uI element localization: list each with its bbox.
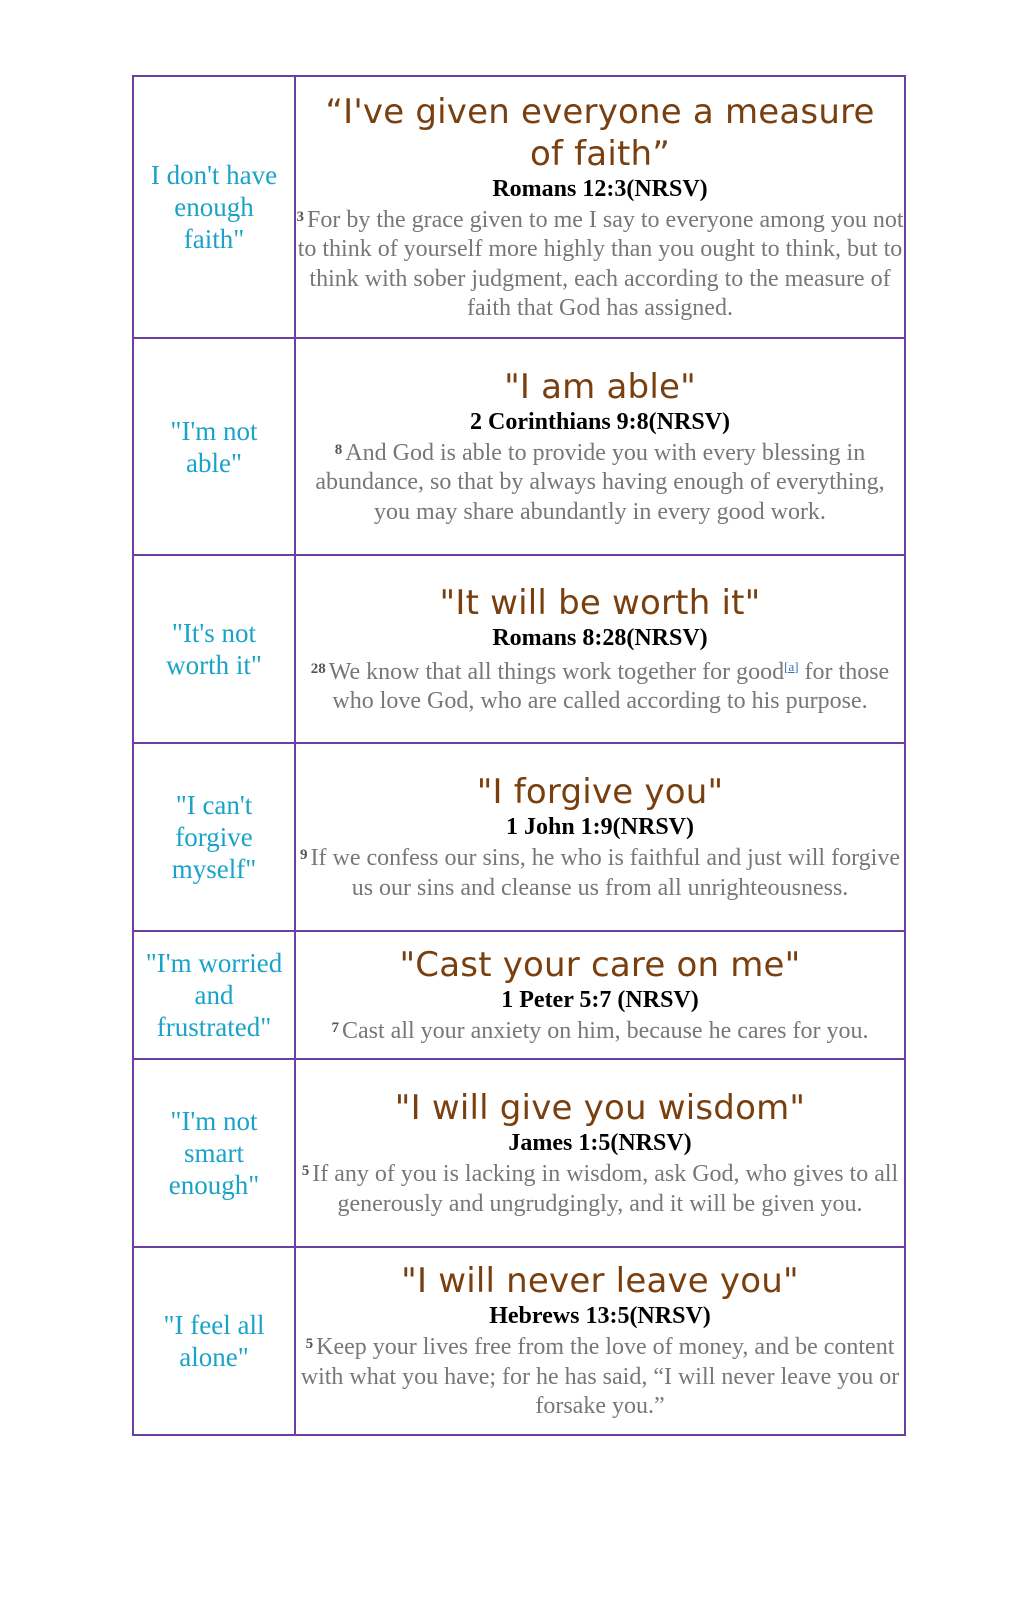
verse-number: 8 bbox=[334, 441, 343, 458]
promise-cell bbox=[295, 1059, 905, 1247]
verse-number: 5 bbox=[301, 1163, 310, 1179]
verse-text bbox=[296, 1014, 904, 1047]
verse-number: 9 bbox=[300, 847, 308, 863]
scripture-reference: James 1:5(NRSV) bbox=[508, 1130, 692, 1156]
promise-cell bbox=[295, 743, 905, 931]
verse-body: If any of you is lacking in wisdom, ask God, who gives to all generously and ungrudgingly, and it will be given you. bbox=[312, 1161, 899, 1217]
scripture-reference: Hebrews 13:5(NRSV) bbox=[489, 1303, 711, 1330]
promise-heading: "It will be worth it" bbox=[439, 582, 761, 623]
footnote-link[interactable]: [a] bbox=[784, 658, 799, 674]
verse-text bbox=[296, 203, 904, 324]
feeling-text: "I'm worried and frustrated" bbox=[145, 948, 283, 1042]
promise-heading: "Cast your care on me" bbox=[399, 944, 801, 985]
feeling-text: "I'm not able" bbox=[170, 415, 258, 478]
table-row bbox=[133, 1247, 905, 1435]
verse-text bbox=[296, 436, 904, 528]
feeling-text: "I'm not smart enough" bbox=[168, 1106, 260, 1200]
feeling-cell bbox=[133, 555, 295, 743]
verse-number: 28 bbox=[310, 660, 326, 677]
verse-text bbox=[296, 652, 904, 717]
verse-body-end: for those who love God, who are called according to his purpose. bbox=[332, 658, 890, 714]
table-row bbox=[133, 743, 905, 931]
verse-text bbox=[296, 1157, 904, 1219]
table-row bbox=[133, 76, 905, 338]
verse-body: If we confess our sins, he who is faithful and just will forgive us our sins and cleanse us from all unrighteousness. bbox=[310, 845, 900, 901]
scripture-reference: 2 Corinthians 9:8(NRSV) bbox=[469, 408, 730, 435]
promise-cell bbox=[295, 76, 905, 338]
scripture-reference: 1 John 1:9(NRSV) bbox=[505, 814, 694, 840]
feeling-cell bbox=[133, 1247, 295, 1435]
feeling-cell bbox=[133, 338, 295, 555]
feeling-cell bbox=[133, 743, 295, 931]
promise-heading: "I am able" bbox=[504, 366, 696, 407]
verse-body: And God is able to provide you with every blessing in abundance, so that by always having enough of everything, you may share abundantly in every good work. bbox=[315, 439, 885, 525]
feeling-text: I don't have enough faith" bbox=[150, 160, 278, 254]
promise-heading: "I will give you wisdom" bbox=[394, 1088, 806, 1128]
verse-number: 5 bbox=[305, 1336, 314, 1353]
verse-body: Cast all your anxiety on him, because he cares for you. bbox=[342, 1017, 869, 1044]
table-row bbox=[133, 338, 905, 555]
promise-heading: "I will never leave you" bbox=[401, 1261, 799, 1302]
feeling-cell bbox=[133, 76, 295, 338]
verse-body: Keep your lives free from the love of money, and be content with what you have; for he has said, “I will never leave you or forsake you.” bbox=[300, 1334, 900, 1420]
scripture-reference: Romans 12:3(NRSV) bbox=[492, 175, 708, 202]
verse-text bbox=[296, 1330, 904, 1422]
verse-body-start: We know that all things work together for good bbox=[328, 658, 785, 685]
verse-number: 7 bbox=[331, 1019, 339, 1036]
promise-heading: “I've given everyone a measure of faith” bbox=[325, 91, 875, 174]
feeling-text: "I can't forgive myself" bbox=[171, 790, 257, 884]
promise-cell bbox=[295, 338, 905, 555]
feeling-text: "It's not worth it" bbox=[166, 618, 262, 680]
feelings-promises-table bbox=[132, 75, 906, 1436]
verse-number: 3 bbox=[296, 208, 304, 225]
promise-cell bbox=[295, 931, 905, 1059]
verse-body: For by the grace given to me I say to everyone among you not to think of yourself more highly than you ought to think, but to think with sober judgment, each according to the measure of faith that God has assigned. bbox=[297, 206, 904, 321]
feeling-cell bbox=[133, 1059, 295, 1247]
feeling-text: "I feel all alone" bbox=[163, 1310, 265, 1372]
scripture-reference: Romans 8:28(NRSV) bbox=[492, 624, 708, 651]
promise-heading: "I forgive you" bbox=[476, 772, 724, 812]
promise-cell bbox=[295, 1247, 905, 1435]
scripture-reference: 1 Peter 5:7 (NRSV) bbox=[501, 986, 699, 1013]
feeling-cell bbox=[133, 931, 295, 1059]
promise-cell bbox=[295, 555, 905, 743]
verse-text bbox=[296, 841, 904, 903]
table-row bbox=[133, 931, 905, 1059]
table-row bbox=[133, 1059, 905, 1247]
table-row bbox=[133, 555, 905, 743]
